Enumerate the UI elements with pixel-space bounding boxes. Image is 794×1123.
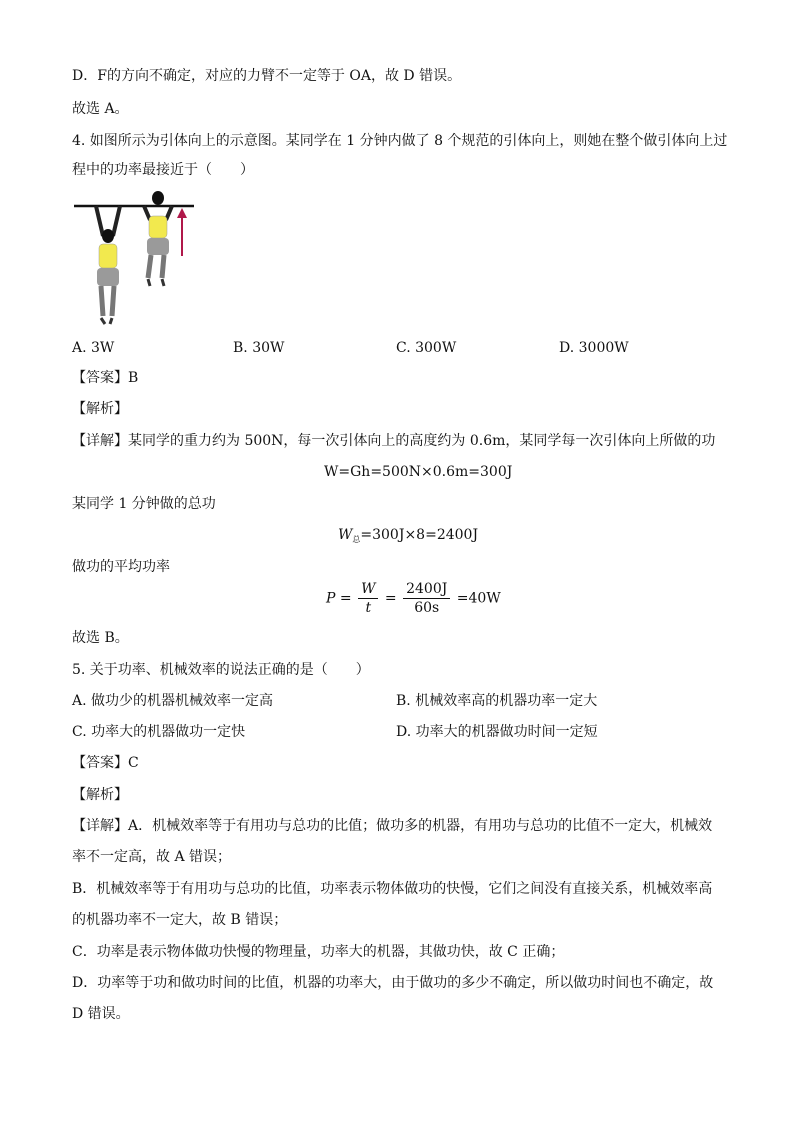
- q3-option-d-explanation: D．F的方向不确定，对应的力臂不一定等于 OA，故 D 错误。: [72, 68, 462, 84]
- q4-power-label: 做功的平均功率: [72, 559, 170, 575]
- q5-detail-line1: 【详解】A．机械效率等于有用功与总功的比值；做功多的机器，有用功与总功的比值不一定大，机械效: [72, 818, 713, 834]
- q3-choice: 故选 A。: [72, 101, 129, 117]
- q4-answer: 【答案】B: [72, 370, 139, 386]
- fraction-w-over-t: [358, 580, 378, 617]
- q4-option-d: D. 3000W: [559, 340, 629, 356]
- fraction-denominator-t: t: [365, 600, 372, 616]
- q5-option-d: D. 功率大的机器做功时间一定短: [396, 724, 598, 740]
- q5-option-c: C. 功率大的机器做功一定快: [72, 724, 246, 740]
- q4-option-a: A. 3W: [72, 340, 115, 356]
- formula2-w: W: [338, 527, 353, 543]
- fraction-numerator-2400j: 2400J: [403, 580, 450, 599]
- formula3-rhs: =40W: [456, 590, 501, 607]
- q4-stem-line1: 4. 如图所示为引体向上的示意图。某同学在 1 分钟内做了 8 个规范的引体向上，则她在整个做引体向上过: [72, 133, 728, 149]
- upward-arrow-icon: [177, 208, 187, 256]
- q4-formula-total-work: [338, 525, 478, 550]
- formula2-subscript: 总: [352, 535, 361, 544]
- q5-option-a: A. 做功少的机器机械效率一定高: [72, 693, 274, 709]
- q5-detail-line7: D 错误。: [72, 1006, 130, 1022]
- q4-option-b: B. 30W: [233, 340, 285, 356]
- q4-analysis-title: 【解析】: [72, 401, 128, 417]
- q5-detail-line4: 的机器功率不一定大，故 B 错误；: [72, 912, 288, 928]
- hanging-girl-figure: [96, 206, 120, 324]
- q5-option-b: B. 机械效率高的机器功率一定大: [396, 693, 598, 709]
- formula3-lhs: P =: [326, 590, 352, 607]
- fraction-denominator-60s: 60s: [414, 600, 440, 616]
- q5-detail-line2: 率不一定高，故 A 错误；: [72, 849, 232, 865]
- fraction-2400-over-60: [403, 580, 450, 617]
- q5-analysis-title: 【解析】: [72, 787, 128, 803]
- pull-up-illustration: [72, 186, 202, 331]
- q5-stem: 5. 关于功率、机械效率的说法正确的是（ ）: [72, 662, 370, 678]
- q5-detail-line5: C．功率是表示物体做功快慢的物理量，功率大的机器，其做功快，故 C 正确；: [72, 944, 565, 960]
- q4-detail-line1: 【详解】某同学的重力约为 500N，每一次引体向上的高度约为 0.6m，某同学每一次引体向上所做的功: [72, 433, 716, 449]
- q4-formula-work: W=Gh=500N×0.6m=300J: [324, 464, 513, 480]
- formula2-rhs: =300J×8=2400J: [360, 527, 479, 543]
- q4-total-work-label: 某同学 1 分钟做的总功: [72, 496, 216, 512]
- q4-choice: 故选 B。: [72, 630, 129, 646]
- q5-detail-line6: D．功率等于功和做功时间的比值，机器的功率大，由于做功的多少不确定，所以做功时间也不确定，故: [72, 975, 714, 991]
- q5-answer: 【答案】C: [72, 755, 139, 771]
- q4-formula-power: [326, 580, 501, 617]
- q4-stem-line2: 程中的功率最接近于（ ）: [72, 162, 254, 178]
- q5-detail-line3: B．机械效率等于有用功与总功的比值，功率表示物体做功的快慢，它们之间没有直接关系，机械效率高: [72, 881, 713, 897]
- q4-option-c: C. 300W: [396, 340, 457, 356]
- formula3-equals: =: [384, 590, 397, 607]
- fraction-numerator-w: W: [361, 581, 376, 597]
